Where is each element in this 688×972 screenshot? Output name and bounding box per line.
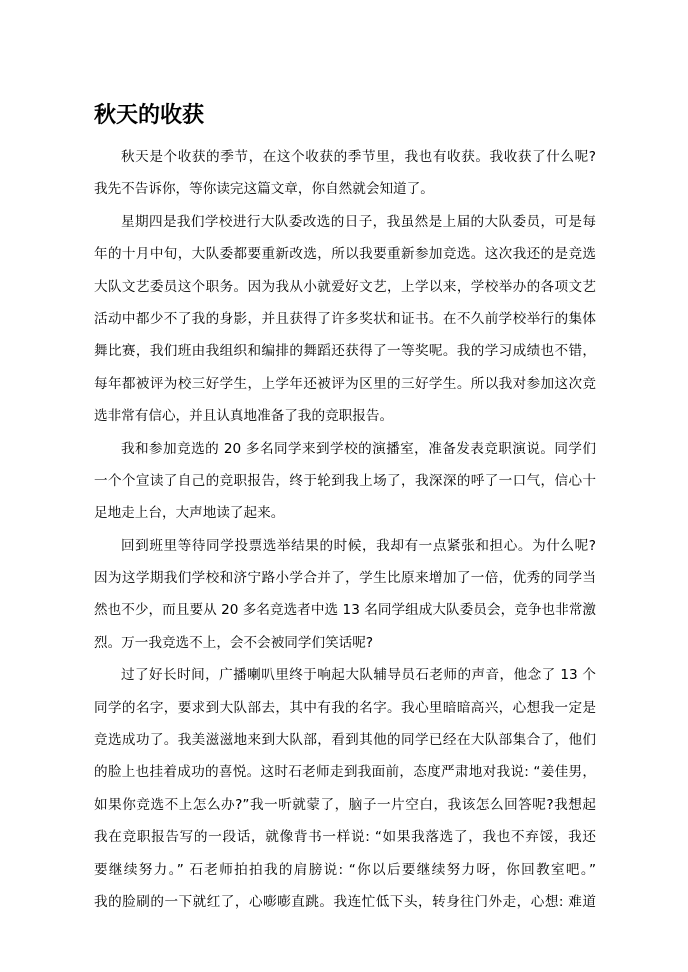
paragraph bbox=[94, 141, 596, 206]
text-line: 选非常有信心，并且认真地准备了我的竞职报告。 bbox=[94, 408, 394, 425]
text-line: 足地走上台，大声地读了起来。 bbox=[94, 505, 285, 522]
text-line: 竞选成功了。我美滋滋地来到大队部，看到其他的同学已经在大队部集合了，他们 bbox=[94, 732, 596, 749]
text-line: 一个个宣读了自己的竞职报告，终于轮到我上场了，我深深的呼了一口气，信心十 bbox=[94, 472, 596, 489]
text-line: 大队文艺委员这个职务。因为我从小就爱好文艺，上学以来，学校举办的各项文艺 bbox=[94, 278, 596, 295]
text-line: 秋天是个收获的季节，在这个收获的季节里，我也有收获。我收获了什么呢? bbox=[121, 149, 596, 165]
text-line: 星期四是我们学校进行大队委改选的日子，我虽然是上届的大队委员，可是每 bbox=[121, 213, 596, 230]
text-line: 然也不少，而且要从 20 多名竞选者中选 13 名同学组成大队委员会，竞争也非常激 bbox=[94, 602, 596, 619]
text-line: 烈。万一我竞选不上，会不会被同学们笑话呢? bbox=[94, 634, 374, 651]
text-line: 如果你竞选不上怎么办?”我一听就蒙了，脑子一片空白，我该怎么回答呢?我想起 bbox=[94, 796, 596, 813]
text-line: 我和参加竞选的 20 多名同学来到学校的演播室，准备发表竞职演说。同学们 bbox=[121, 440, 596, 457]
text-line: 我先不告诉你，等你读完这篇文章，你自然就会知道了。 bbox=[94, 181, 434, 198]
text-line: 回到班里等待同学投票选举结果的时候，我却有一点紧张和担心。为什么呢? bbox=[121, 537, 596, 554]
text-line: 每年都被评为校三好学生，上学年还被评为区里的三好学生。所以我对参加这次竞 bbox=[94, 375, 596, 392]
text-line: 年的十月中旬，大队委都要重新改选，所以我要重新参加竞选。这次我还的是竞选 bbox=[94, 246, 596, 263]
text-line: 因为这学期我们学校和济宁路小学合并了，学生比原来增加了一倍，优秀的同学当 bbox=[94, 570, 596, 587]
paragraph bbox=[94, 433, 596, 530]
text-line: 要继续努力。” 石老师拍拍我的肩膀说: “你以后要继续努力呀，你回教室吧。” bbox=[94, 861, 596, 878]
text-line: 同学的名字，要求到大队部去，其中有我的名字。我心里暗暗高兴，心想我一定是 bbox=[94, 699, 596, 716]
paragraph bbox=[94, 206, 596, 433]
paragraph bbox=[94, 530, 596, 660]
text-line: 活动中都少不了我的身影，并且获得了许多奖状和证书。在不久前学校举行的集体 bbox=[94, 310, 596, 327]
text-line: 我在竞职报告写的一段话，就像背书一样说: “如果我落选了，我也不弃馁，我还 bbox=[94, 829, 596, 846]
document-body bbox=[94, 141, 596, 918]
text-line: 我的脸刷的一下就红了，心嘭嘭直跳。我连忙低下头，转身往门外走，心想: 难道 bbox=[94, 893, 596, 910]
paragraph bbox=[94, 659, 596, 918]
text-line: 的脸上也挂着成功的喜悦。这时石老师走到我面前，态度严肃地对我说: “姜佳男， bbox=[94, 764, 596, 781]
document-title: 秋天的收获 bbox=[94, 102, 205, 128]
text-line: 过了好长时间，广播喇叭里终于响起大队辅导员石老师的声音，他念了 13 个 bbox=[121, 667, 596, 684]
text-line: 舞比赛，我们班由我组织和编排的舞蹈还获得了一等奖呢。我的学习成绩也不错， bbox=[94, 343, 596, 360]
